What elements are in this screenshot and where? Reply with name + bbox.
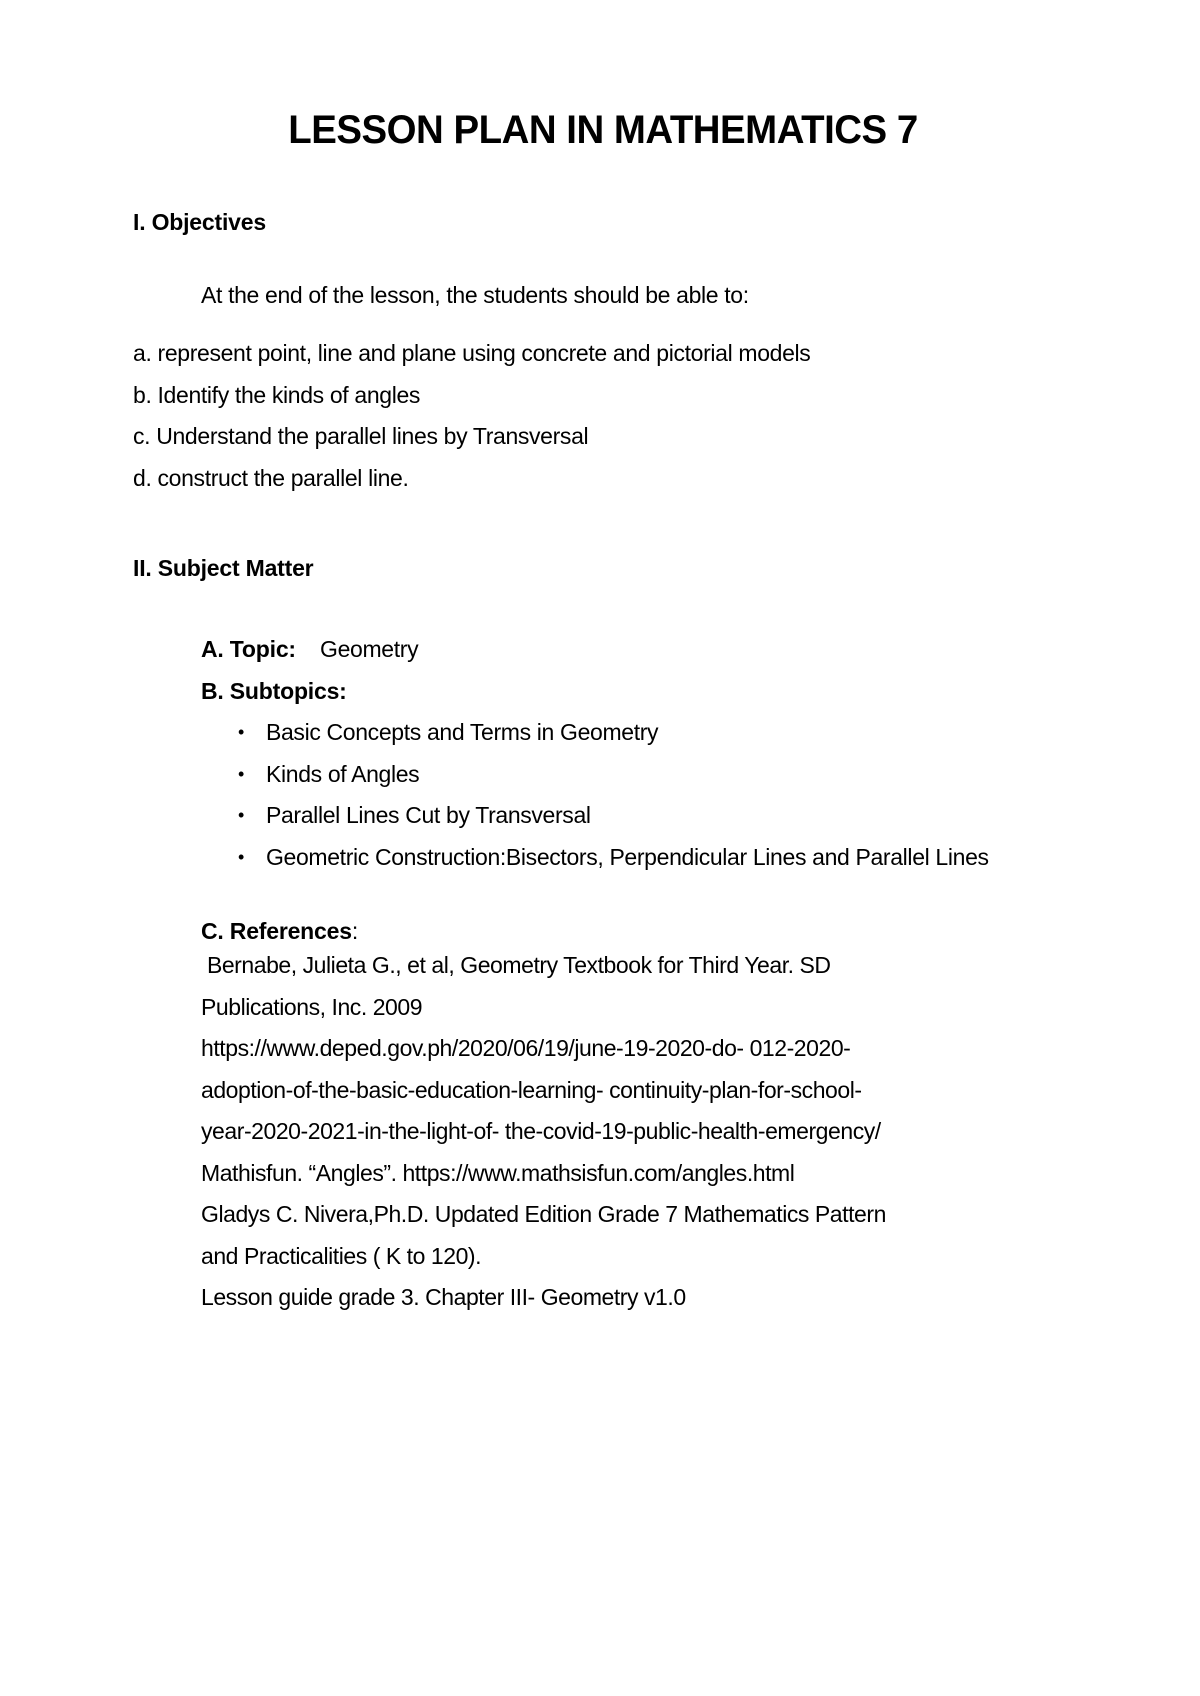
objective-item: b. Identify the kinds of angles: [133, 381, 421, 408]
objective-item: a. represent point, line and plane using concrete and pictorial models: [133, 340, 811, 366]
section-heading-objectives: I. Objectives: [133, 209, 266, 235]
section-heading-subject-matter: II. Subject Matter: [133, 555, 314, 581]
reference-line: Publications, Inc. 2009: [201, 993, 423, 1020]
objectives-list: [133, 333, 1073, 499]
subtopic-label: Geometric Construction:Bisectors, Perpendicular Lines and Parallel Lines: [266, 843, 989, 870]
reference-line: and Practicalities ( K to 120).: [201, 1242, 482, 1269]
subtopic-label: Basic Concepts and Terms in Geometry: [266, 719, 659, 745]
bullet-icon: •: [238, 763, 244, 784]
topic-row: [201, 628, 1073, 670]
subtopic-item: [201, 754, 1026, 796]
subtopics-label: B. Subtopics:: [201, 678, 347, 704]
objectives-lead-text: At the end of the lesson, the students should be able to:: [201, 282, 749, 308]
topic-label: A. Topic:: [201, 636, 296, 662]
bullet-icon: •: [238, 722, 244, 742]
document-body: [133, 108, 1073, 1319]
reference-line: Gladys C. Nivera,Ph.D. Updated Edition Grade 7 Mathematics Pattern: [201, 1201, 886, 1227]
subtopics-list: [201, 712, 1073, 878]
reference-line: adoption-of-the-basic-education-learning- continuity-plan-for-school-: [201, 1076, 862, 1103]
subtopic-item: [201, 795, 1026, 837]
subtopic-label: Kinds of Angles: [266, 760, 420, 787]
bullet-icon: •: [238, 846, 244, 867]
references-list: [201, 945, 1073, 1319]
objective-item: c. Understand the parallel lines by Transversal: [133, 423, 589, 449]
subtopic-label: Parallel Lines Cut by Transversal: [266, 802, 591, 828]
reference-line: Mathisfun. “Angles”. https://www.mathsisfun.com/angles.html: [201, 1159, 795, 1186]
topic-value-spacer: [296, 636, 320, 662]
references-colon: :: [351, 918, 359, 944]
objective-item: d. construct the parallel line.: [133, 464, 409, 491]
reference-line: Lesson guide grade 3. Chapter III- Geometry v1.0: [201, 1284, 686, 1310]
references-label: C. References: [201, 918, 352, 944]
page-title: LESSON PLAN IN MATHEMATICS 7: [288, 108, 918, 152]
subject-matter-content: [133, 628, 1073, 1319]
subtopic-item: [201, 837, 1026, 879]
reference-line: year-2020-2021-in-the-light-of- the-covid-19-public-health-emergency/: [201, 1118, 881, 1144]
topic-value: Geometry: [320, 636, 419, 662]
subtopic-item: [201, 712, 1026, 754]
references-heading: [201, 918, 1073, 945]
subtopics-row: [201, 670, 1073, 712]
reference-line: Bernabe, Julieta G., et al, Geometry Textbook for Third Year. SD: [201, 952, 831, 978]
reference-line: https://www.deped.gov.ph/2020/06/19/june-19-2020-do- 012-2020-: [201, 1035, 851, 1061]
bullet-icon: •: [238, 805, 244, 825]
